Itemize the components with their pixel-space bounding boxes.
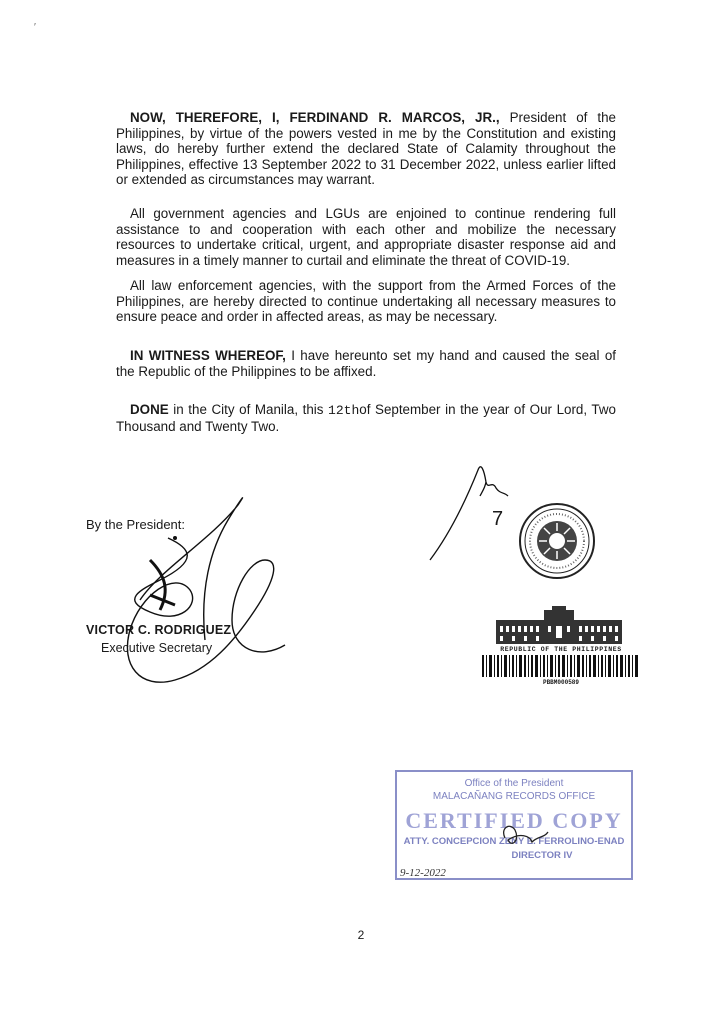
law-enforcement-text: All law enforcement agencies, with the support from the Armed Forces of the Philippines, are hereby directed to continue undertaking all necessary measures to ensure peace and order in affected areas, as may be necessary. — [116, 278, 616, 325]
stamp-signature — [504, 826, 548, 843]
witness-text: I have hereunto set my hand and caused the seal of the Republic of the Philippines to be affixed. — [116, 348, 616, 379]
stamp-records-office: MALACAÑANG RECORDS OFFICE — [432, 791, 596, 802]
done-text-after: of September in the year of Our Lord, Two Thousand and Twenty Two. — [116, 402, 616, 434]
republic-label: REPUBLIC OF THE PHILIPPINES — [500, 646, 622, 653]
done-text-before: in the City of Manila, this — [168, 402, 329, 417]
stamp-office: Office of the President — [464, 778, 564, 789]
signer-title: Executive Secretary — [101, 641, 213, 655]
witness-lead: IN WITNESS WHEREOF, — [130, 348, 286, 363]
proclamation-text: President of the Philippines, by virtue of the powers vested in me by the Constitution and existing laws, do hereby further extend the declared State of Calamity throughout the Philippines, effective 13 September 2022 to 31 December 2022, unless earlier lifted or extended as circumstances may warrant. — [116, 110, 616, 188]
done-lead: DONE — [130, 402, 169, 417]
stamp-certified-copy: CERTIFIED COPY — [405, 808, 623, 833]
agencies-text: All government agencies and LGUs are enjoined to continue rendering full assistance to and cooperation with each other and mobilize the necessary resources to undertake critical, urgent, and appropriate disaster response aid and measures in a timely manner to curtail and eliminate the threat of COVID-19. — [116, 206, 616, 268]
barcode-number: PBBM000589 — [542, 679, 579, 686]
signer-name: VICTOR C. RODRIGUEZ — [86, 623, 232, 637]
done-day: 12th — [328, 403, 360, 418]
stamp-handwritten-date: 9-12-2022 — [400, 867, 446, 879]
proclamation-lead: NOW, THEREFORE, I, FERDINAND R. MARCOS, JR., — [130, 110, 500, 125]
by-the-president-label: By the President: — [86, 517, 185, 532]
stamp-attorney-name: ATTY. CONCEPCION ZENY E. FERROLINO-ENAD — [403, 836, 625, 847]
signature-mark: 7 — [492, 508, 504, 530]
stamp-director-title: DIRECTOR IV — [511, 850, 573, 861]
page-number: 2 — [357, 928, 365, 942]
scan-mark: ′ — [34, 22, 36, 33]
